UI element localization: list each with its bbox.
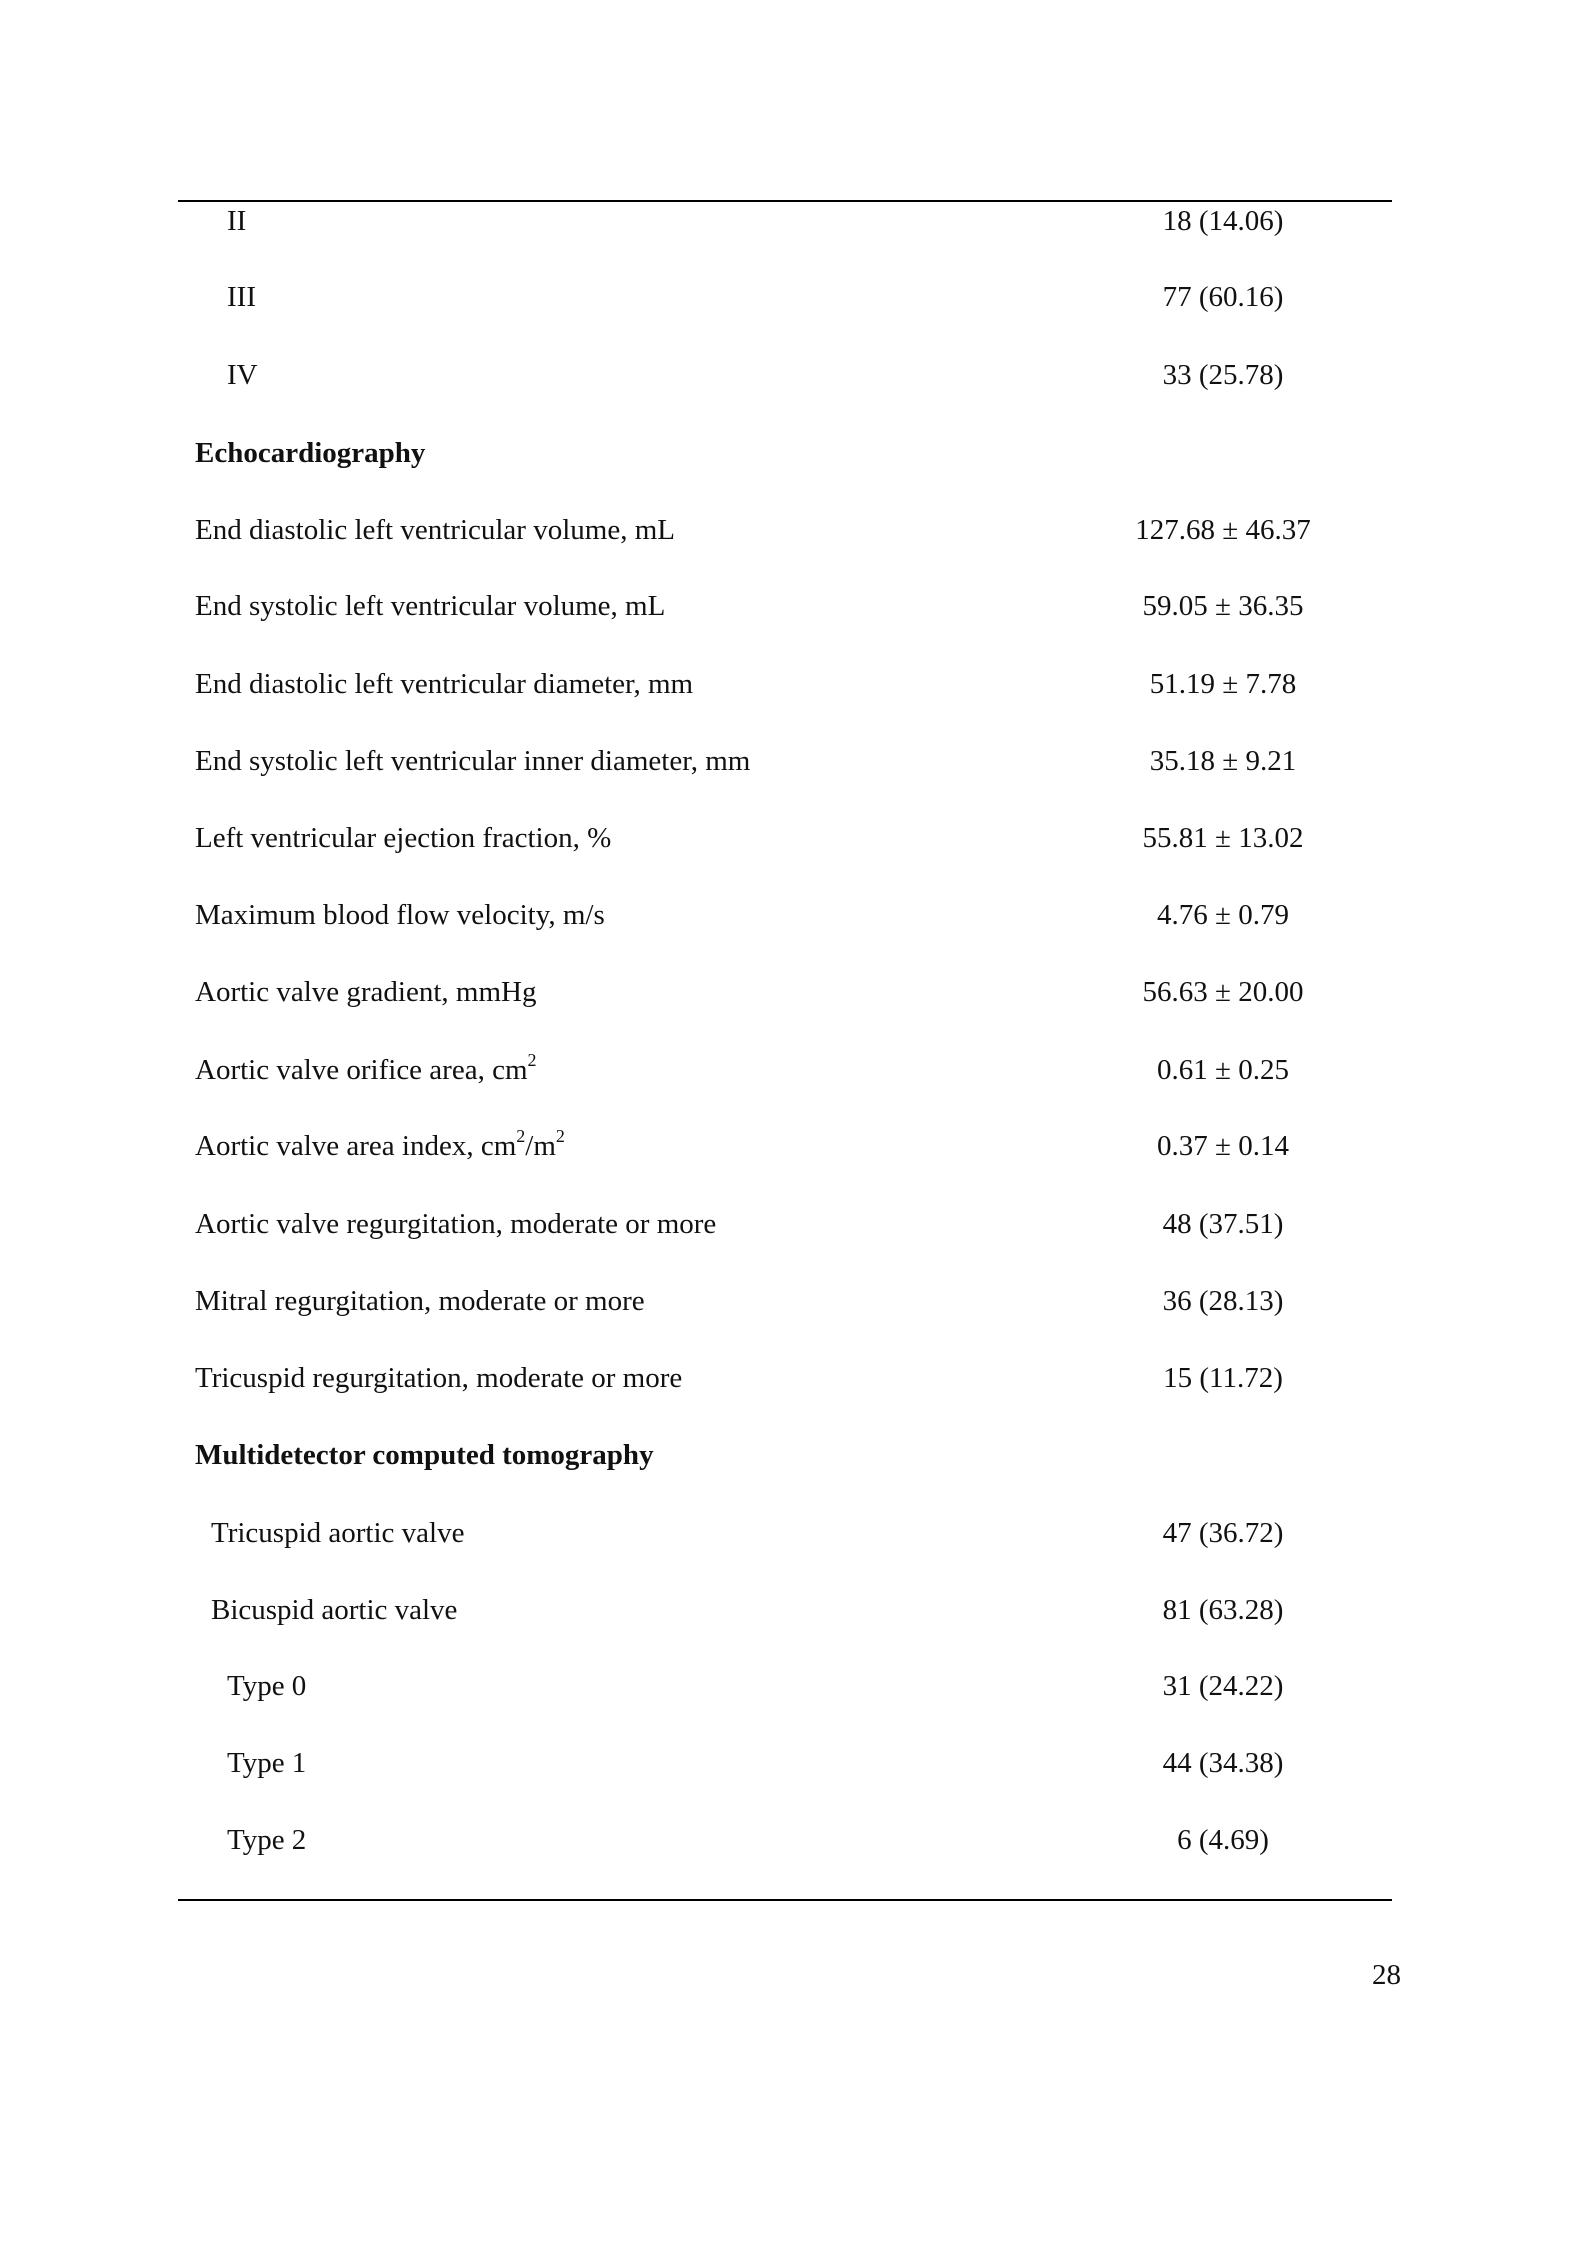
row-value: 127.68 ± 46.37 bbox=[1135, 514, 1311, 546]
row-label: Aortic valve gradient, mmHg bbox=[195, 976, 537, 1008]
table-row bbox=[0, 1204, 1588, 1244]
row-label: Tricuspid aortic valve bbox=[211, 1517, 465, 1549]
row-value: 36 (28.13) bbox=[1162, 1285, 1284, 1317]
table-row bbox=[0, 1820, 1588, 1860]
row-label: Left ventricular ejection fraction, % bbox=[195, 822, 612, 854]
section-heading-echocardiography: Echocardiography bbox=[195, 437, 426, 469]
table-row bbox=[0, 277, 1588, 317]
row-value: 55.81 ± 13.02 bbox=[1142, 822, 1304, 854]
row-label: Bicuspid aortic valve bbox=[211, 1594, 458, 1626]
table-row bbox=[0, 1513, 1588, 1553]
table-row bbox=[0, 201, 1588, 241]
row-label: Type 1 bbox=[227, 1747, 307, 1779]
row-label: End systolic left ventricular volume, mL bbox=[195, 590, 666, 622]
table-row bbox=[0, 510, 1588, 550]
row-label: End systolic left ventricular inner diameter, mm bbox=[195, 745, 751, 777]
row-value: 35.18 ± 9.21 bbox=[1149, 745, 1297, 777]
table-row bbox=[0, 1050, 1588, 1090]
row-value: 47 (36.72) bbox=[1162, 1517, 1284, 1549]
row-label: Aortic valve regurgitation, moderate or more bbox=[195, 1208, 717, 1240]
row-value: 59.05 ± 36.35 bbox=[1142, 590, 1304, 622]
row-value: 81 (63.28) bbox=[1162, 1594, 1284, 1626]
section-heading-row bbox=[0, 433, 1588, 473]
table-row bbox=[0, 972, 1588, 1012]
row-value: 56.63 ± 20.00 bbox=[1142, 976, 1304, 1008]
table-row bbox=[0, 741, 1588, 781]
section-heading-mdct: Multidetector computed tomography bbox=[195, 1439, 654, 1471]
row-label bbox=[195, 1050, 537, 1090]
table-bottom-rule bbox=[178, 1899, 1392, 1901]
table-row bbox=[0, 664, 1588, 704]
table-row bbox=[0, 1358, 1588, 1398]
row-label: End diastolic left ventricular volume, mL bbox=[195, 514, 675, 546]
row-label-text: /m bbox=[525, 1130, 556, 1162]
table-row bbox=[0, 1666, 1588, 1706]
row-label: Type 0 bbox=[227, 1670, 307, 1702]
table-row bbox=[0, 1590, 1588, 1630]
row-label: Type 2 bbox=[227, 1824, 307, 1856]
page-number: 28 bbox=[1372, 1959, 1401, 1991]
table-row bbox=[0, 818, 1588, 858]
row-label: Tricuspid regurgitation, moderate or more bbox=[195, 1362, 683, 1394]
row-label: End diastolic left ventricular diameter, mm bbox=[195, 668, 694, 700]
section-heading-row bbox=[0, 1435, 1588, 1475]
row-label bbox=[195, 1126, 565, 1166]
row-value: 6 (4.69) bbox=[1177, 1824, 1269, 1856]
row-value: 18 (14.06) bbox=[1162, 205, 1284, 237]
table-row bbox=[0, 1743, 1588, 1783]
row-label-text: Aortic valve area index, cm bbox=[195, 1130, 517, 1162]
row-label: Mitral regurgitation, moderate or more bbox=[195, 1285, 645, 1317]
row-value: 4.76 ± 0.79 bbox=[1157, 899, 1289, 931]
row-label: Maximum blood flow velocity, m/s bbox=[195, 899, 605, 931]
row-value: 44 (34.38) bbox=[1162, 1747, 1284, 1779]
row-label: III bbox=[227, 281, 256, 313]
superscript: 2 bbox=[555, 1126, 565, 1147]
row-value: 0.61 ± 0.25 bbox=[1157, 1054, 1289, 1086]
table-row bbox=[0, 895, 1588, 935]
table-row bbox=[0, 1126, 1588, 1166]
row-value: 33 (25.78) bbox=[1162, 359, 1284, 391]
row-value: 31 (24.22) bbox=[1162, 1670, 1284, 1702]
table-row bbox=[0, 1281, 1588, 1321]
row-value: 77 (60.16) bbox=[1162, 281, 1284, 313]
row-label: II bbox=[227, 205, 247, 237]
superscript: 2 bbox=[527, 1050, 537, 1071]
row-value: 0.37 ± 0.14 bbox=[1157, 1130, 1289, 1162]
row-value: 15 (11.72) bbox=[1163, 1362, 1283, 1394]
table-row bbox=[0, 355, 1588, 395]
row-value: 48 (37.51) bbox=[1162, 1208, 1284, 1240]
table-row bbox=[0, 586, 1588, 626]
superscript: 2 bbox=[516, 1126, 526, 1147]
row-label-text: Aortic valve orifice area, cm bbox=[195, 1054, 528, 1086]
row-label: IV bbox=[227, 359, 258, 391]
row-value: 51.19 ± 7.78 bbox=[1149, 668, 1297, 700]
